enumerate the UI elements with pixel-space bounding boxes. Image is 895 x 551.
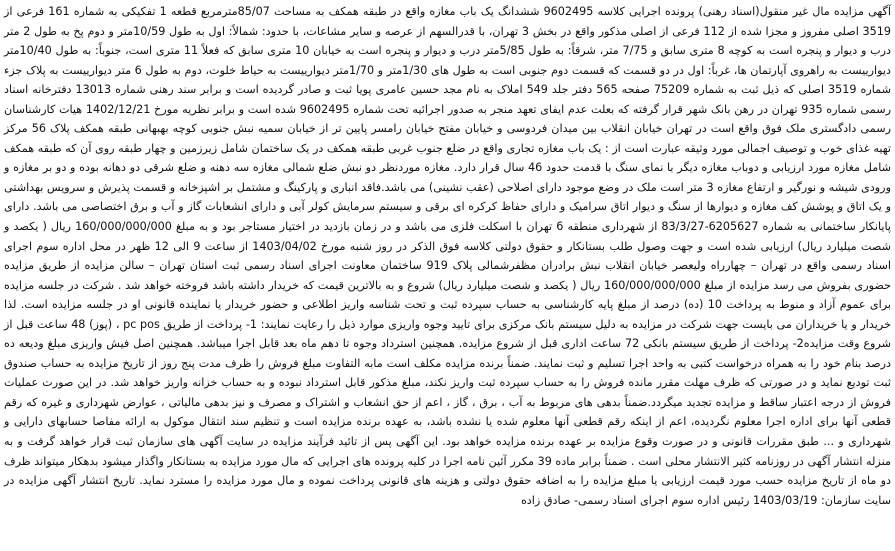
auction-notice-text: آگهی مزایده مال غیر منقول(اسناد رهنی) پرونده اجرایی کلاسه 9602495 ششدانگ یک باب مغازه واقع در طبقه همکف به مساحت 85/07مترمربع قطعه 1 تفکیکی به شماره 161 فرعی از 3519 اصلی مفروز و مجزا شده از 112 فرعی از اصلی مذکور واقع در بخش 3 تهران، با قدرالسهم از عرصه و سایر مشاعات، با حدود: شمالاً: اول به طول 10/59متر و دوم پخ به طول 2 متر درب و دیوار و پنجره است به کوچه 8 متری سابق و 7/75 متر، شرقاً: به طول 5/85متر درب و دیوار و پنجره است به خیابان 10 متری سابق که فعلاً 11 متری است، جنوباً: به طول 10/40متر دیوارییست به راهروی آپارتمان ها، غرباً: اول در دو قسمت که قسمت دوم جنوبی است به طول های 1/30متر و 1/70متر دیوارییست به حیاط خلوت، دوم به طول 6 متر دیوارییست به پلاک جزء شماره 3519 اصلی که ذیل ثبت به شماره 75209 صفحه 565 دفتر جلد 549 املاک به نام مجد حسین عامری پویا ثبت و صادر گردیده است و برابر سند رهنی شماره 13013 دفترخانه اسناد رسمی شماره 935 تهران در رهن بانک شهر قرار گرفته که بعلت عدم ایفای تعهد منجر به صدور اجرائیه تحت شماره 9602495 شده است و برابر نظریه مورخ 1402/12/21 هیات کارشناسان رسمی دادگستری ملک فوق واقع است در تهران خیابان انقلاب بین میدان فردوسی و خیابان مفتح خیابان رامسر پایین تر از خیابان سمیه نبش جنوبی کوچه بهبهانی طبقه همکف پلاک 56 مرکز تهیه غذای خوب و توصیف اجمالی مورد وثیقه عبارت است از : یک باب مغازه تجاری واقع در ضلع جنوب غربی طبقه همکف در یک ساختمان شامل زیرزمین و چهار طبقه روی آن که طبقه همکف شامل مغازه مورد ارزیابی و دوباب مغازه دیگر با نمای سنگ با قدمت حدود 46 سال قرار دارد. مغازه موردنظر دو نبش ضلع شمالی مغازه سه دهنه و ضلع شرقی دو دهانه بوده و دو بر مغازه و ورودی شیشه و نورگیر و ارتفاع مغازه 3 متر است ملک در وضع موجود دارای اصلاحی (عقب نشینی) می باشد.فاقد انباری و پارکینگ و مشتمل بر اشپزخانه و قسمت پذیرش و سرویس بهداشتی و یک اتاق و پوشش کف مغازه و دیوارها از سنگ و دیوار اتاق سرامیک و دارای حفاظ کرکره ای برقی و سیستم سرمایش کولر آبی و دارای انشعابات گاز و آب و برق اختصاصی می باشد. دارای پایانکار ساختمانی به شماره 6205627-83/3/27 از شهرداری منطقه 6 تهران با اسکلت فلزی می باشد و در زمان بازدید در اختیار مستاجر بود و به مبلغ 160/000/000/000 ریال ( یکصد و شصت میلیارد ریال) ارزیابی شده است و جهت وصول طلب بستانکار و حقوق دولتی کلاسه فوق الذکر در روز شنبه مورخ 1403/04/02 از ساعت 9 الی 12 ظهر در محل اداره سوم اجرای اسناد رسمی واقع در تهران – چهارراه ولیعصر خیابان انقلاب نبش برادران مظفرشمالی پلاک 919 ساختمان معاونت اجرای اسناد رسمی ثبت استان تهران – سالن مزایده از طریق مزایده حضوری بفروش می رسد مزایده از مبلغ 160/000/000/000 ریال ( یکصد و شصت میلیارد ریال) شروع و به بالاترین قیمت که خریدار داشته باشد فروخته خواهد شد . شرکت در جلسه مزایده برای عموم آزاد و منوط به پرداخت 10 (ده) درصد از مبلغ پایه کارشناسی به حساب سپرده ثبت و تحت شناسه واریز اطلاعی و حضور خریدار یا نماینده قانونی او در جلسه مزایده است. لذا خریدار و یا خریداران می بایست جهت شرکت در مزایده به دلیل سیستم بانک مرکزی برای تایید وجوه واریزی موارد ذیل را رعایت نمایند: 1- پرداخت از طریق pc pos ، (پوز) 48 ساعت قبل از شروع وقت مزایده2- پرداخت از طریق سیستم بانکی 72 ساعت اداری قبل از شروع مزایده. همچنین استرداد وجوه تا دهم ماه بعد قابل اجرا میباشد. همچنین اصل فیش واریزی مبلغ ودیعه ده درصد بنام خود را به همراه درخواست کتبی به واحد اجرا تسلیم و ثبت نمایند. ضمناً برنده مزایده مکلف است مابه التفاوت مبلغ فروش را ظرف مدت پنج روز از تاریخ مزایده به حساب صندوق ثبت تودیع نماید و در صورتی که ظرف مهلت مقرر مانده فروش را به حساب سپرده ثبت واریز نکند، مبلغ مذکور قابل استرداد نبوده و به حساب خزانه واریز خواهد شد. در این صورت عملیات فروش از درجه اعتبار ساقط و مزایده تجدید میگردد.ضمناً بدهی های مربوط به آب ، برق ، گاز ، اعم از حق انشعاب و اشتراک و مصرف و نیز بدهی مالیاتی ، عوارض شهرداری و غیره که رقم قطعی آنها برای اداره اجرا معلوم نگردیده، اعم از اینکه رقم قطعی آنها معلوم شده یا نشده باشد، به عهده برنده مزایده است و تنظیم سند انتقال موکول به ارائه مفاصا حسابهای دارایی و شهرداری و ... طبق مقررات قانونی و در صورت وقوع مزایده بر عهده برنده مزایده خواهد بود. این آگهی پس از تائید فرآیند مزایده در سایت آگهی های سازمان ثبت قرار خواهد گرفت و به منزله انتشار آگهی در روزنامه کثیر الانتشار محلی است . ضمناً برابر ماده 39 مکرر آئین نامه اجرا در کلیه پرونده های اجرایی که مال مورد مزایده به بستانکار واگذار میشود بدهکار میتواند ظرف دو ماه از تاریخ مزایده حسب مورد قیمت ارزیابی یا مبلغ مزایده را به اضافه حقوق دولتی و هزینه های قانونی پرداخت نموده و مال مورد مزایده را مسترد نماید. تاریخ انتشار آگهی مزایده در سایت سازمان: 1403/03/19 رئیس اداره سوم اجرای اسناد رسمی- صادق زاده (4, 5, 892, 507)
